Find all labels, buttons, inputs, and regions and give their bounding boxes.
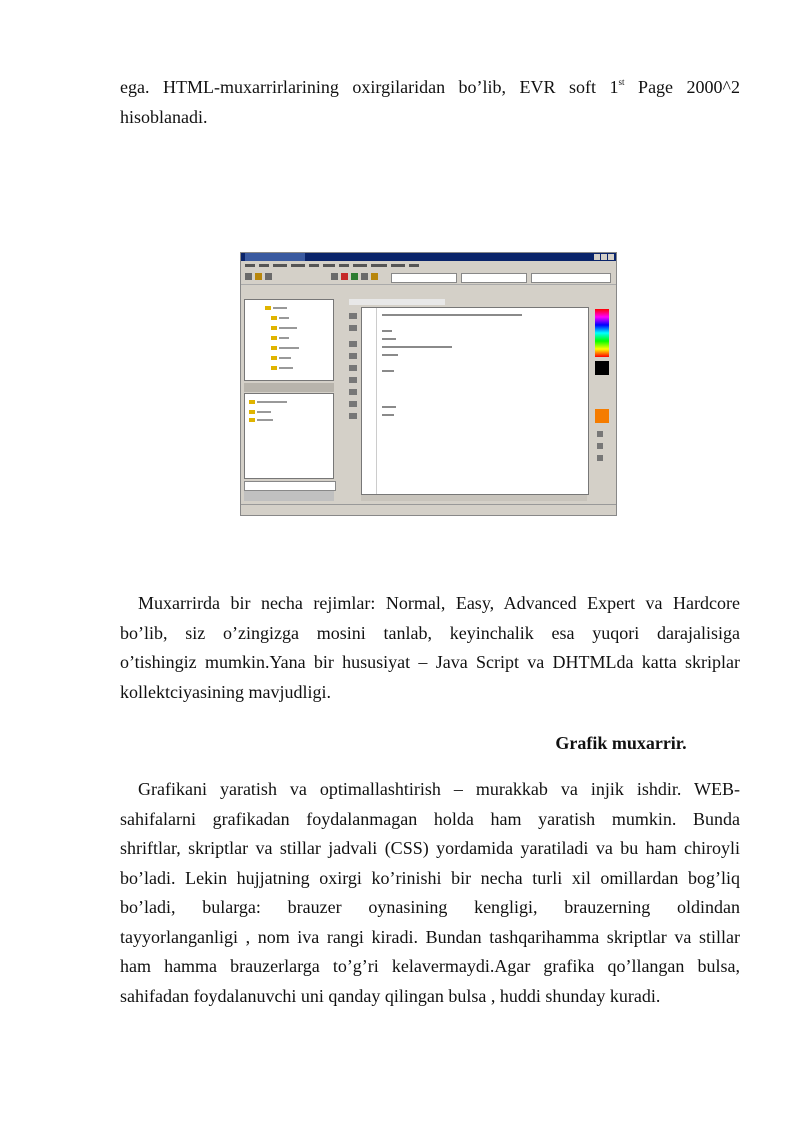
paragraph-intro — [120, 73, 740, 132]
paragraph-intro-line-2: hisoblanadi. — [120, 106, 208, 127]
paragraph-graphics-line-6: tayyorlanganligi , nom iva rangi kiradi. Bundan tashqarihamma skriptlar va stillar — [120, 926, 740, 947]
screenshot-statusbar — [241, 504, 616, 515]
paragraph-graphics-line-3: shriftlar, skriptlar va stillar jadvali (CSS) yordamida yaratiladi va bu ham chiroyli — [120, 838, 740, 858]
section-heading: Grafik muxarrir. — [555, 733, 687, 753]
paragraph-intro-line-1 — [120, 73, 740, 103]
paragraph-graphics-line-7: ham hamma brauzerlarga to’g’ri kelavermaydi.Agar grafika qo’llangan bulsa, — [120, 956, 740, 976]
screenshot-file-list — [244, 393, 334, 479]
paragraph-modes-line-1: Muxarrirda bir necha rejimlar: Normal, Easy, Advanced Expert va Hardcore — [138, 593, 740, 613]
color-palette — [595, 309, 609, 357]
paragraph-modes — [120, 589, 740, 707]
screenshot-toolbar — [241, 270, 616, 285]
paragraph-graphics-line-5: bo’ladi, bularga: brauzer oynasining kengligi, brauzerning oldindan — [120, 897, 740, 917]
screenshot-code-editor — [361, 307, 589, 495]
paragraph-graphics — [120, 775, 740, 1011]
screenshot-titlebar — [241, 253, 616, 261]
screenshot-menubar — [241, 261, 616, 270]
line-text: ega. HTML-muxarrirlarining oxirgilaridan bo’lib, EVR soft 1 — [120, 77, 619, 97]
editor-screenshot-figure — [240, 252, 617, 516]
screenshot-file-tree — [244, 299, 334, 381]
paragraph-graphics-line-2: sahifalarni grafikadan foydalanmagan holda ham yaratish mumkin. Bunda — [120, 808, 740, 829]
line-text-tail: Page 2000^2 — [624, 77, 740, 97]
paragraph-graphics-line-1: Grafikani yaratish va optimallashtirish – murakkab va injik ishdir. WEB- — [138, 779, 740, 799]
paragraph-modes-line-2: bo’lib, siz o’zingizga mosini tanlab, keyinchalik esa yuqori darajalisiga — [120, 622, 740, 643]
paragraph-modes-line-4: kollektciyasining mavjudligi. — [120, 681, 331, 702]
paragraph-graphics-line-4: bo’ladi. Lekin hujjatning oxirgi ko’rinishi bir necha turli xil omillardan bog’liq — [120, 867, 740, 888]
paragraph-modes-line-3: o’tishingiz mumkin.Yana bir hususiyat – Java Script va DHTMLda katta skriplar — [120, 652, 740, 672]
superscript: st — [618, 77, 625, 87]
color-swatch-black — [595, 361, 609, 375]
paragraph-graphics-line-8: sahifadan foydalanuvchi uni qanday qilingan bulsa , huddi shunday kuradi. — [120, 985, 661, 1006]
color-swatch-orange — [595, 409, 609, 423]
